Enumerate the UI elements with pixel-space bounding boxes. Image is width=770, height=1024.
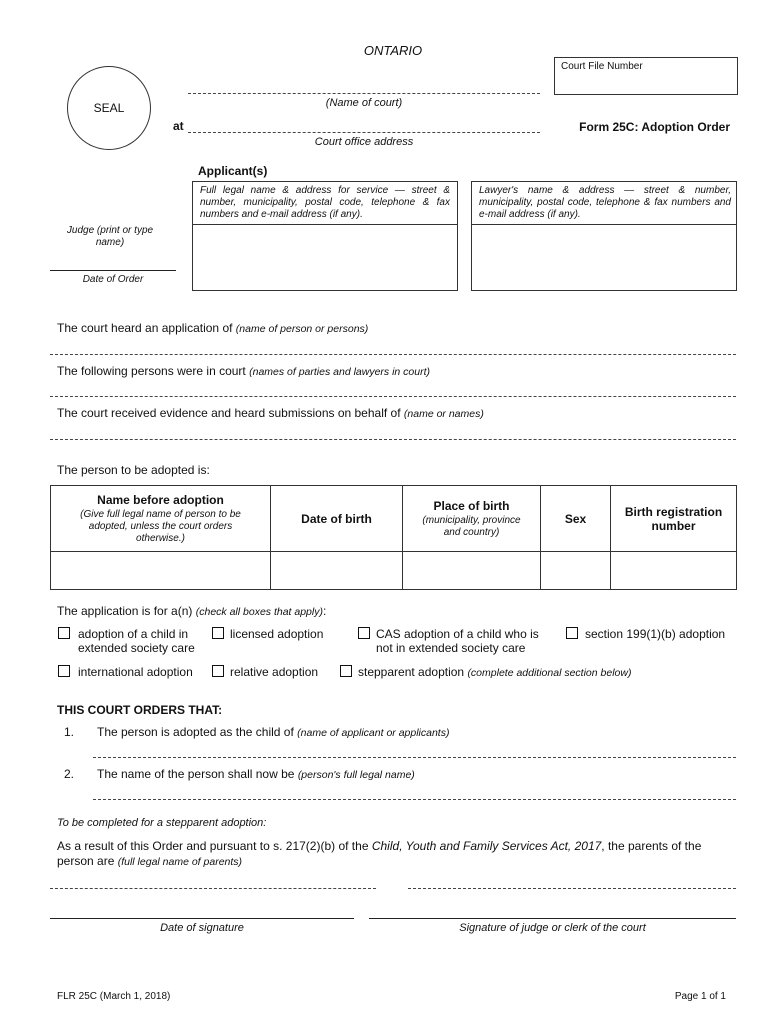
name-of-court-label: (Name of court) [325,97,403,109]
signature-label: Signature of judge or clerk of the court [459,922,646,934]
seal-label: SEAL [93,101,125,115]
sex-value-cell[interactable] [541,552,611,590]
present-line[interactable] [50,396,736,397]
stepparent-hint: (full legal name of parents) [117,856,243,868]
option-stepparent-hint: (complete additional section below) [467,667,632,679]
at-label: at [173,119,184,133]
evidence-hint: (name or names) [403,408,484,420]
stepparent-text-b: , the parents of the person are [57,839,702,868]
present-text: The following persons were in court [57,364,246,378]
applicants-heading: Applicant(s) [198,164,268,178]
option-licensed: licensed adoption [230,627,324,641]
dob-header-cell [271,486,403,552]
date-of-signature-line[interactable] [50,918,354,919]
evidence-text: The court received evidence and heard submissions on behalf of [57,406,401,420]
checkbox-section-199[interactable] [566,627,578,639]
seal-circle [67,66,151,150]
pob-header: Place of birth [433,498,510,513]
option-international: international adoption [78,665,193,679]
stepparent-text-a: As a result of this Order and pursuant to s. 217(2)(b) of the [57,839,369,853]
reg-value-cell[interactable] [611,552,737,590]
name-header: Name before adoption [97,492,224,507]
form-title: Form 25C: Adoption Order [579,120,730,134]
page-number: Page 1 of 1 [674,991,726,1002]
parent-1-line[interactable] [50,888,376,889]
date-of-order-label: Date of Order [82,274,144,285]
option-cas: CAS adoption of a child who is not in extended society care [376,627,539,655]
orders-heading: THIS COURT ORDERS THAT: [57,703,223,717]
order-2 [97,767,415,781]
heard-hint: (name of person or persons) [235,323,369,335]
checkbox-extended-society-care[interactable] [58,627,70,639]
reg-header-cell [611,486,737,552]
application-intro-text: The application is for a(n) [57,604,193,618]
stepparent-note: To be completed for a stepparent adoption: [57,817,267,829]
checkbox-licensed[interactable] [212,627,224,639]
court-office-label: Court office address [314,136,414,148]
checkbox-international[interactable] [58,665,70,677]
option-extended-society-care: adoption of a child in extended society care [78,627,195,655]
court-file-number-box[interactable] [554,57,738,95]
order-1-number: 1. [64,725,75,739]
present-statement [57,364,430,378]
order-2-text: The name of the person shall now be [97,767,295,781]
adopted-intro: The person to be adopted is: [57,463,210,477]
pob-header-cell [403,486,541,552]
province-title: ONTARIO [363,43,423,58]
form-id: FLR 25C (March 1, 2018) [57,991,171,1002]
order-2-number: 2. [64,767,75,781]
heard-line[interactable] [50,354,736,355]
application-intro [57,604,326,618]
present-hint: (names of parties and lawyers in court) [249,366,431,378]
reg-header: Birth registration number [624,504,723,533]
stepparent-statement [57,839,737,870]
sex-header-cell [541,486,611,552]
dob-header: Date of birth [301,511,372,526]
option-relative: relative adoption [230,665,319,679]
person-table [50,485,737,590]
court-office-line[interactable] [188,132,540,133]
dob-value-cell[interactable] [271,552,403,590]
name-header-hint: (Give full legal name of person to be adopted, unless the court orders otherwise.) [80,508,241,544]
date-of-signature-label: Date of signature [160,922,244,934]
name-of-court-line[interactable] [188,93,540,94]
order-2-hint: (person's full legal name) [297,769,415,781]
court-file-number-label: Court File Number [561,61,643,72]
evidence-line[interactable] [50,439,736,440]
application-intro-hint: (check all boxes that apply) [195,606,323,618]
name-header-cell [51,486,271,552]
applicant-box[interactable] [192,181,458,291]
signature-line[interactable] [369,918,736,919]
date-of-order-line[interactable] [50,270,176,271]
checkbox-stepparent[interactable] [340,665,352,677]
checkbox-cas[interactable] [358,627,370,639]
heard-text: The court heard an application of [57,321,233,335]
applicant-hint: Full legal name & address for service — street & number, municipality, postal code, telephone & fax numbers and e-mail address (if any). [200,185,450,220]
lawyer-hint: Lawyer's name & address — street & number, municipality, postal code, telephone & fax numbers and e-mail address (if any). [479,185,731,220]
order-1 [97,725,449,739]
judge-label: Judge (print or type name) [66,225,154,248]
pob-header-hint: (municipality, province and country) [422,514,521,538]
order-1-hint: (name of applicant or applicants) [297,727,450,739]
name-value-cell[interactable] [51,552,271,590]
application-intro-colon: : [322,604,327,618]
stepparent-act: Child, Youth and Family Services Act, 2017 [371,839,602,853]
option-section-199: section 199(1)(b) adoption [585,627,726,641]
order-2-line[interactable] [93,799,736,800]
sex-header: Sex [564,511,587,526]
order-1-text: The person is adopted as the child of [97,725,294,739]
evidence-statement [57,406,484,420]
pob-value-cell[interactable] [403,552,541,590]
lawyer-box[interactable] [471,181,737,291]
option-stepparent [358,665,631,680]
heard-statement [57,321,368,335]
option-stepparent-text: stepparent adoption [358,665,465,679]
order-1-line[interactable] [93,757,736,758]
parent-2-line[interactable] [408,888,736,889]
checkbox-relative[interactable] [212,665,224,677]
